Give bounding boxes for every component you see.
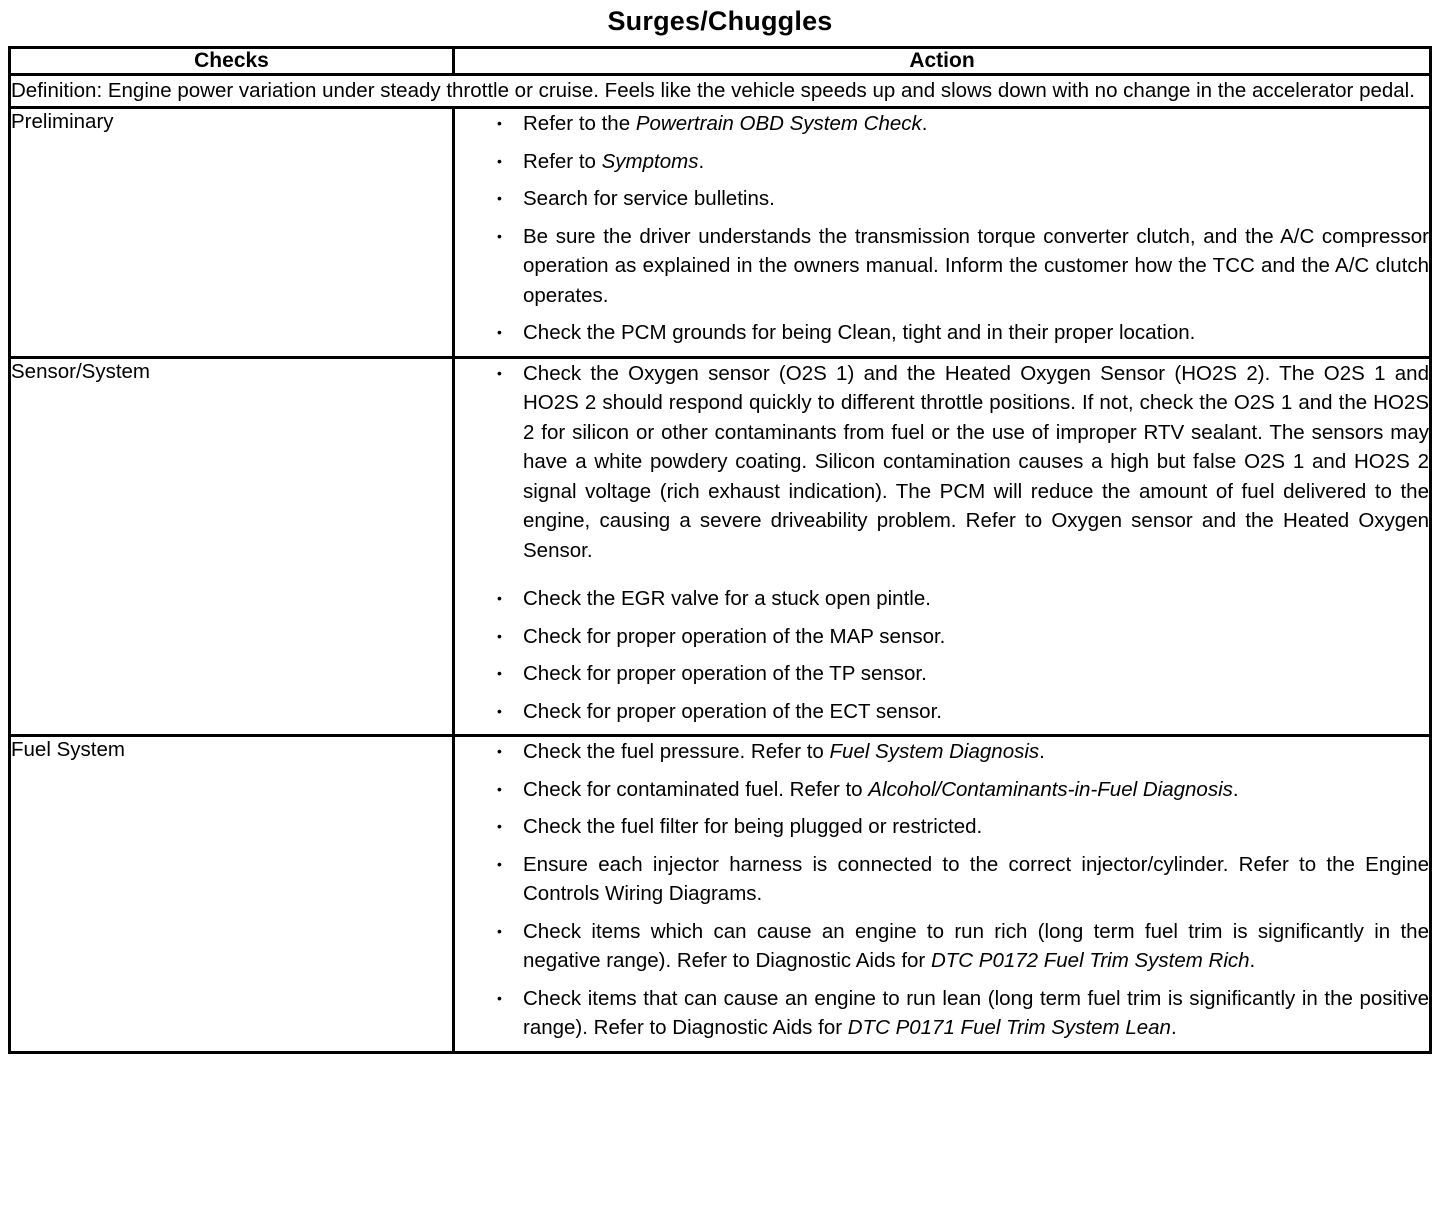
header-row xyxy=(10,48,1431,75)
bullet-icon: • xyxy=(497,115,502,131)
bullet-icon: • xyxy=(497,922,502,939)
bullet-icon: • xyxy=(497,627,502,644)
check-label: Sensor/System xyxy=(10,357,454,736)
bullet-text: Check the Oxygen sensor (O2S 1) and the Heated Oxygen Sensor (HO2S 2). The O2S 1 and HO2S 2 should respond quickly to different throttle positions. If not, check the O2S 1 and the HO2S 2 for silicon or other contaminants from fuel or the use of improper RTV sealant. The sensors may have a white powdery coating. Silicon contamination causes a high but false O2S 1 and HO2S 2 signal voltage (rich exhaust indication). The PCM will reduce the amount of fuel delivered to the engine, causing a severe driveability problem. Refer to Oxygen sensor and the Heated Oxygen Sensor. xyxy=(523,361,1429,562)
bullet-icon: • xyxy=(497,665,502,681)
definition-cell: Definition: Engine power variation under steady throttle or cruise. Feels like the vehicle speeds up and slows down with no change in the accelerator pedal. xyxy=(10,75,1431,108)
action-bullet xyxy=(455,917,1429,976)
action-bullet xyxy=(455,622,1429,652)
bullet-text: Check for proper operation of the MAP sensor. xyxy=(523,624,946,648)
action-bullet xyxy=(455,359,1429,566)
action-bullet xyxy=(455,584,1429,614)
bullet-text: Check items which can cause an engine to run rich (long term fuel trim is significantly in the negative range). Refer to Diagnostic Aids for DTC P0172 Fuel Trim System Rich. xyxy=(523,919,1429,972)
check-label: Preliminary xyxy=(10,108,454,358)
bullet-icon: • xyxy=(497,989,502,1006)
table-row xyxy=(10,357,1431,736)
bullet-icon: • xyxy=(497,702,502,719)
bullet-icon: • xyxy=(497,190,502,206)
table-row xyxy=(10,736,1431,1053)
bullet-text: Search for service bulletins. xyxy=(523,187,775,210)
bullet-text: Refer to Symptoms. xyxy=(523,149,705,173)
bullet-icon: • xyxy=(497,855,502,872)
bullet-icon: • xyxy=(497,818,502,834)
bullet-text: Ensure each injector harness is connected to the correct injector/cylinder. Refer to the Engine Controls Wiring Diagrams. xyxy=(523,852,1429,905)
action-bullet xyxy=(455,147,1429,177)
action-bullet xyxy=(455,184,1429,214)
action-column-header: Action xyxy=(454,48,1431,75)
bullet-icon: • xyxy=(497,324,502,340)
action-bullet xyxy=(455,222,1429,311)
action-bullet xyxy=(455,984,1429,1043)
action-bullet xyxy=(455,659,1429,689)
bullet-text: Check for proper operation of the ECT sensor. xyxy=(523,699,942,723)
action-bullet xyxy=(455,775,1429,805)
bullet-text: Check for contaminated fuel. Refer to Alcohol/Contaminants-in-Fuel Diagnosis. xyxy=(523,777,1239,801)
bullet-text: Check the PCM grounds for being Clean, tight and in their proper location. xyxy=(523,321,1196,344)
table-row xyxy=(10,108,1431,358)
diagnostic-table xyxy=(8,46,1432,1054)
check-label: Fuel System xyxy=(10,736,454,1053)
bullet-icon: • xyxy=(497,780,502,797)
action-bullet xyxy=(455,109,1429,139)
action-bullet xyxy=(455,318,1429,348)
definition-row xyxy=(10,75,1431,108)
bullet-icon: • xyxy=(497,590,502,606)
action-bullet xyxy=(455,697,1429,727)
checks-column-header: Checks xyxy=(10,48,454,75)
bullet-icon: • xyxy=(497,227,502,244)
bullet-text: Check the fuel filter for being plugged or restricted. xyxy=(523,815,983,838)
action-bullet xyxy=(455,737,1429,767)
bullet-text: Check the fuel pressure. Refer to Fuel System Diagnosis. xyxy=(523,740,1045,763)
bullet-icon: • xyxy=(497,152,502,169)
bullet-text: Check the EGR valve for a stuck open pintle. xyxy=(523,587,931,610)
action-cell xyxy=(454,357,1431,736)
table-body xyxy=(10,75,1431,1053)
action-cell xyxy=(454,108,1431,358)
bullet-text: Be sure the driver understands the transmission torque converter clutch, and the A/C compressor operation as explained in the owners manual. Inform the customer how the TCC and the A/C clutch operates. xyxy=(523,224,1429,307)
bullet-text: Check for proper operation of the TP sensor. xyxy=(523,662,927,685)
action-cell xyxy=(454,736,1431,1053)
action-bullet xyxy=(455,850,1429,909)
action-bullet xyxy=(455,812,1429,842)
bullet-icon: • xyxy=(497,743,502,759)
page-title: Surges/Chuggles xyxy=(607,6,833,36)
bullet-text: Refer to the Powertrain OBD System Check. xyxy=(523,112,928,135)
table-header xyxy=(10,48,1431,75)
bullet-icon: • xyxy=(497,364,502,381)
bullet-text: Check items that can cause an engine to run lean (long term fuel trim is significantly in the positive range). Refer to Diagnostic Aids for DTC P0171 Fuel Trim System Lean. xyxy=(523,986,1429,1039)
